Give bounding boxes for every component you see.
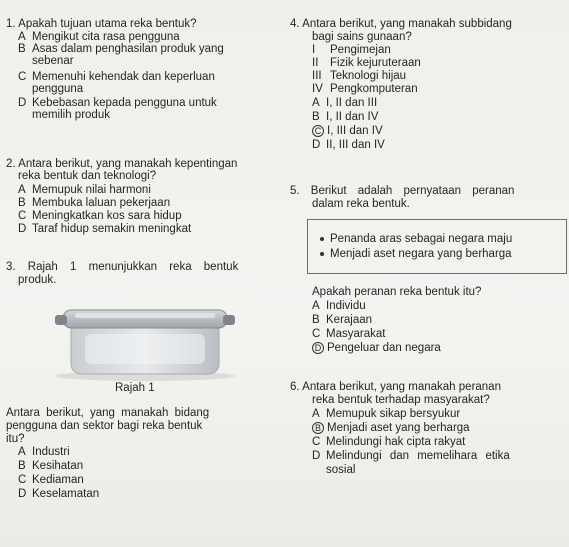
q3-option-a[interactable]: A Industri <box>18 446 70 458</box>
q4-item-iv: IV Pengkomputeran <box>312 83 418 95</box>
q5-option-b[interactable]: B Kerajaan <box>312 314 373 326</box>
q3-option-b[interactable]: B Kesihatan <box>18 460 84 472</box>
q3-question-line3: itu? <box>6 433 25 445</box>
q3-option-c[interactable]: C Kediaman <box>18 474 84 486</box>
q6-option-d-cont: sosial <box>326 464 356 476</box>
q3-stem-line2: produk. <box>18 274 57 286</box>
q2-option-b[interactable]: B Membuka laluan pekerjaan <box>18 197 171 209</box>
q5-bullet-2: Menjadi aset negara yang berharga <box>320 248 512 261</box>
q4-option-a[interactable]: A I, II dan III <box>312 97 378 109</box>
q6-option-d[interactable]: D Melindungi dan memelihara etika <box>312 450 510 462</box>
q1-option-d[interactable]: D Kebebasan kepada pengguna untuk <box>18 97 217 109</box>
q2-option-c[interactable]: C Meningkatkan kos sara hidup <box>18 210 182 222</box>
q5-option-c[interactable]: C Masyarakat <box>312 328 386 340</box>
q5-bullet-1: Penanda aras sebagai negara maju <box>320 233 512 246</box>
q5-stem-line1: 5. Berikut adalah pernyataan peranan <box>290 185 515 197</box>
q5-option-a[interactable]: A Individu <box>312 300 366 312</box>
q6-option-b[interactable]: B Menjadi aset yang berharga <box>312 422 470 435</box>
q1-option-a[interactable]: A Mengikut cita rasa pengguna <box>18 31 180 43</box>
q3-option-d[interactable]: D Keselamatan <box>18 488 100 500</box>
q2-stem-line2: reka bentuk dan teknologi? <box>18 170 157 182</box>
q3-figure-caption: Rajah 1 <box>115 382 155 394</box>
q5-option-d-circle-mark: D <box>312 342 324 354</box>
q4-option-c[interactable]: C I, III dan IV <box>312 125 383 138</box>
q6-option-c[interactable]: C Melindungi hak cipta rakyat <box>312 436 466 448</box>
q3-question-line2: pengguna dan sektor bagi reka bentuk <box>6 420 203 432</box>
q3-stem-line1: 3. Rajah 1 menunjukkan reka bentuk <box>6 261 239 273</box>
q6-stem-line2: reka bentuk terhadap masyarakat? <box>312 394 490 406</box>
q3-question-line1: Antara berikut, yang manakah bidang <box>6 407 210 419</box>
q6-stem-line1: 6. Antara berikut, yang manakah peranan <box>290 381 501 393</box>
q1-option-b-cont: sebenar <box>32 55 74 67</box>
q5-statement-box <box>307 219 567 274</box>
q4-stem-line1: 4. Antara berikut, yang manakah subbidang <box>290 18 512 30</box>
q2-option-d[interactable]: D Taraf hidup semakin meningkat <box>18 223 192 235</box>
q4-option-c-circle-mark: C <box>312 125 324 137</box>
q1-option-c[interactable]: C Memenuhi kehendak dan keperluan <box>18 71 215 83</box>
q2-option-a[interactable]: A Memupuk nilai harmoni <box>18 184 151 196</box>
q1-option-d-cont: memilih produk <box>32 109 110 121</box>
q1-option-c-cont: pengguna <box>32 83 84 95</box>
q4-item-iii: III Teknologi hijau <box>312 70 407 82</box>
q1-stem: 1. Apakah tujuan utama reka bentuk? <box>6 18 197 30</box>
q5-stem-line2: dalam reka bentuk. <box>312 198 410 210</box>
q5-question: Apakah peranan reka bentuk itu? <box>312 286 482 298</box>
q4-item-ii: II Fizik kejuruteraan <box>312 57 421 69</box>
q4-stem-line2: bagi sains gunaan? <box>312 31 412 43</box>
q4-option-b[interactable]: B I, II dan IV <box>312 111 379 123</box>
q1-option-b[interactable]: B Asas dalam penghasilan produk yang <box>18 43 224 55</box>
q6-option-a[interactable]: A Memupuk sikap bersyukur <box>312 408 461 420</box>
q6-option-b-circle-mark: B <box>312 422 324 434</box>
q4-item-i: I Pengimejan <box>312 44 391 56</box>
q4-option-d[interactable]: D II, III dan IV <box>312 139 385 151</box>
food-container-image <box>45 302 245 382</box>
q2-stem-line1: 2. Antara berikut, yang manakah kepentingan <box>6 158 238 170</box>
q5-option-d[interactable]: D Pengeluar dan negara <box>312 342 441 355</box>
